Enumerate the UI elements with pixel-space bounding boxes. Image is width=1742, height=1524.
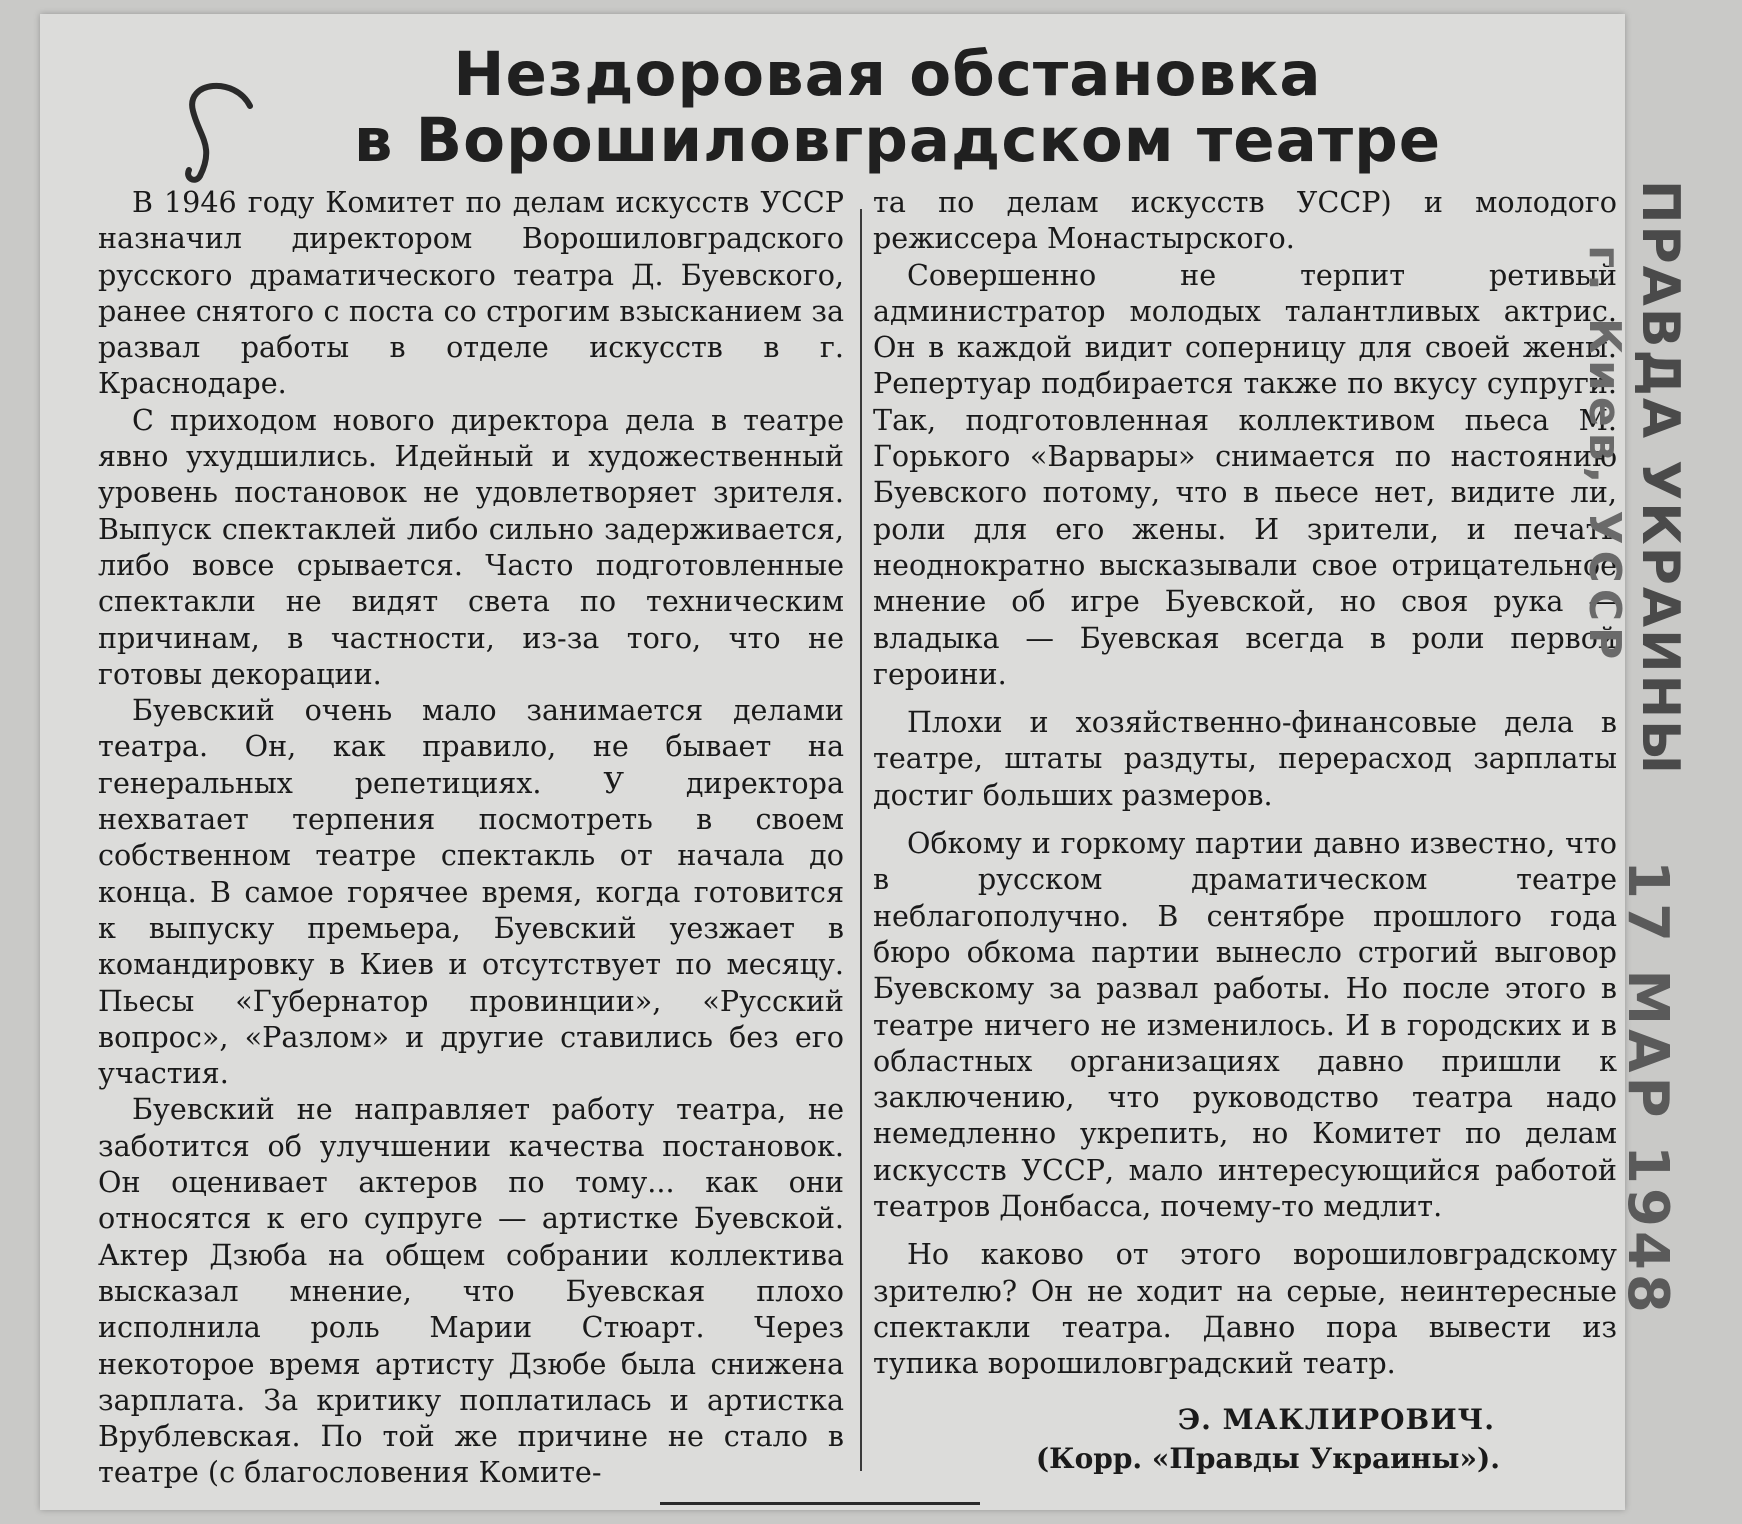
column-divider — [860, 209, 862, 1471]
headline-line-1: Нездоровая обстановка — [453, 39, 1322, 110]
paragraph: В 1946 году Комитет по делам искусств УССР назначил директором Ворошиловградского русского драматического театра Д. Буевского, ранее снятого с поста со строгим взысканием за развал работы в отделе искусств в г. Краснодаре. — [98, 185, 844, 401]
stamp-date: 17 МАР 1948 — [1615, 860, 1680, 1317]
byline-role: (Корр. «Правды Украины»). — [1035, 1442, 1500, 1475]
paragraph: Буевский не направляет работу театра, не заботится об улучшении качества постановок. Он оценивает актеров по тому... как они относятся к его супруге — артистке Буевской. Актер Дзюба на общем собрании коллектива высказал мнение, что Буевская плохо исполнила роль Марии Стюарт. Через некоторое время артисту Дзюбе была снижена зарплата. За критику поплатилась и артистка Врублевская. По той же причине не стало в театре (с благословения Комите- — [98, 1092, 844, 1490]
stamp-newspaper-name: ПРАВДА УКРАИНЫ — [1630, 180, 1690, 777]
paragraph: Буевский очень мало занимается делами театра. Он, как правило, не бывает на генеральных репетициях. У директора нехватает терпения посмотреть в своем собственном театре спектакль от начала до конца. В самое горячее время, когда готовится к выпуску премьера, Буевский уезжает в командировку в Киев и отсутствует по месяцу. Пьесы «Губернатор провинции», «Русский вопрос», «Разлом» и другие ставились без его участия. — [98, 693, 844, 1091]
article-right-column — [873, 184, 1617, 1382]
paragraph: та по делам искусств УССР) и молодого режиссера Монастырского. — [873, 185, 1617, 256]
paragraph: С приходом нового директора дела в театре явно ухудшились. Идейный и художественный уровень постановок не удовлетворяет зрителя. Выпуск спектаклей либо сильно задерживается, либо вовсе срывается. Часто подготовленные спектакли не видят света по техническим причинам, в частности, из-за того, что не готовы декорации. — [98, 402, 844, 691]
paragraph: Но каково от этого ворошиловградскому зрителю? Он не ходит на серые, неинтересные спектакли театра. Давно пора вывести из тупика ворошиловградский театр. — [873, 1237, 1617, 1381]
bottom-rule — [660, 1502, 980, 1505]
newspaper-clipping — [40, 14, 1625, 1510]
byline-author: Э. МАКЛИРОВИЧ. — [1177, 1403, 1495, 1436]
paragraph: Обкому и горкому партии давно известно, что в русском драматическом театре неблагополучно. В сентябре прошлого года бюро обкома партии вынесло строгий выговор Буевскому за развал работы. Но после этого в театре ничего не изменилось. И в городских и в областных организациях давно пришли к заключению, что руководство театра надо немедленно укрепить, но Комитет по делам искусств УССР, мало интересующийся работой театров Донбасса, почему-то медлит. — [873, 826, 1617, 1224]
paragraph: Совершенно не терпит ретивый администратор молодых талантливых актрис. Он в каждой видит соперницу для своей жены. Репертуар подбирается также по вкусу супруги. Так, подготовленная коллективом пьеса М. Горького «Варвары» снимается по настоянию Буевского потому, что в пьесе нет, видите ли, роли для его жены. И зрители, и печать неоднократно высказывали свое отрицательное мнение об игре Буевской, но своя рука — владыка — Буевская всегда в роли первой героини. — [873, 257, 1617, 691]
headline-line-2: в Ворошиловградском театре — [353, 105, 1442, 176]
article-left-column — [98, 184, 844, 1491]
paragraph: Плохи и хозяйственно-финансовые дела в театре, штаты раздуты, перерасход зарплаты достиг больших размеров. — [873, 705, 1617, 812]
stamp-city: г. Киев, УССР — [1579, 245, 1630, 666]
